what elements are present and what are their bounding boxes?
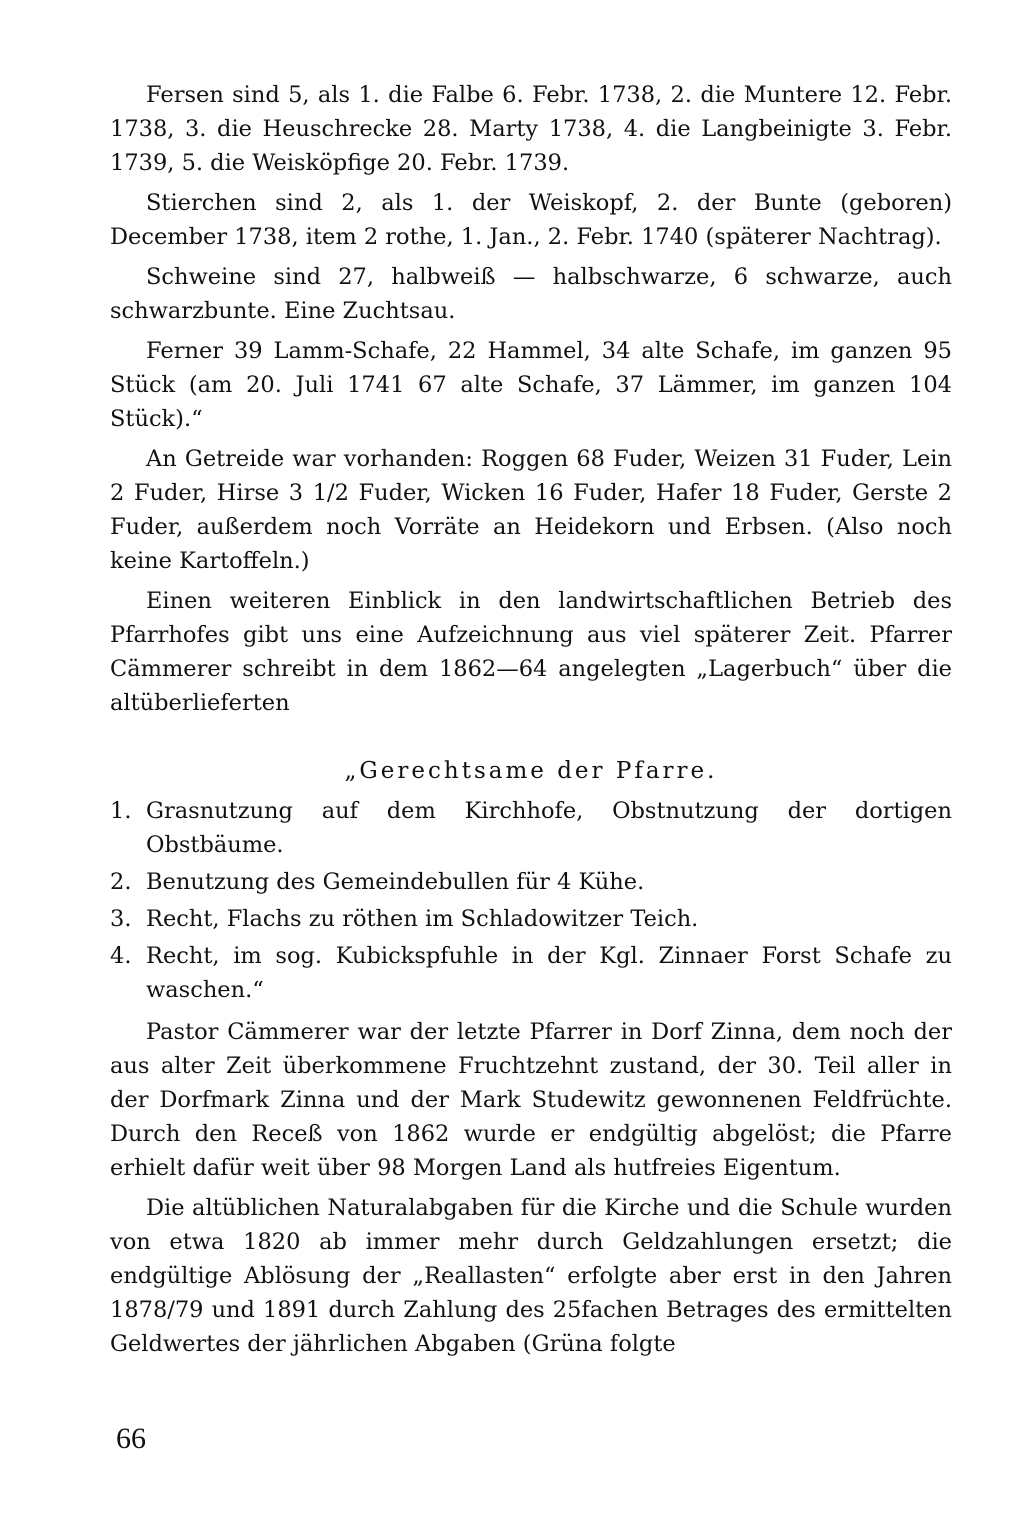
rights-list <box>110 794 952 1007</box>
paragraph-heifers: Fersen sind 5, als 1. die Falbe 6. Febr. 1738, 2. die Muntere 12. Febr. 1738, 3. die Heuschrecke 28. Marty 1738, 4. die Langbeinigte 3. Febr. 1739, 5. die Weisköpfige 20. Febr. 1739. <box>110 82 952 176</box>
list-text: Benutzung des Gemeindebullen für 4 Kühe. <box>146 869 645 895</box>
section-heading: „Gerechtsame der Pfarre. <box>344 758 718 784</box>
list-text: Grasnutzung auf dem Kirchhofe, Obstnutzung der dortigen Obstbäume. <box>146 798 952 858</box>
list-text: Recht, Flachs zu röthen im Schladowitzer Teich. <box>146 906 699 932</box>
paragraph-parsonage: Einen weiteren Einblick in den landwirtschaftlichen Betrieb des Pfarrhofes gibt uns eine Aufzeichnung aus viel späterer Zeit. Pfarrer Cämmerer schreibt in dem 1862—64 angelegten „Lagerbuch“ über die altüberlieferten <box>110 588 952 716</box>
list-text: Recht, im sog. Kubickspfuhle in der Kgl. Zinnaer Forst Schafe zu waschen.“ <box>146 943 952 1003</box>
list-item <box>110 902 952 936</box>
paragraph-bull-calves: Stierchen sind 2, als 1. der Weiskopf, 2. der Bunte (geboren) December 1738, item 2 rothe, 1. Jan., 2. Febr. 1740 (späterer Nachtrag). <box>110 190 952 250</box>
paragraph-pigs: Schweine sind 27, halbweiß — halbschwarze, 6 schwarze, auch schwarzbunte. Eine Zuchtsau. <box>110 264 952 324</box>
page-number: 66 <box>116 1422 146 1455</box>
page-body <box>110 78 952 1367</box>
list-item <box>110 939 952 1007</box>
list-number: 3. <box>110 906 132 932</box>
paragraph-tithe: Pastor Cämmerer war der letzte Pfarrer in Dorf Zinna, dem noch der aus alter Zeit überkommene Fruchtzehnt zustand, der 30. Teil aller in der Dorfmark Zinna und der Mark Studewitz gewonnenen Feldfrüchte. Durch den Receß von 1862 wurde er endgültig abgelöst; die Pfarre erhielt dafür weit über 98 Morgen Land als hutfreies Eigentum. <box>110 1019 952 1181</box>
list-number: 1. <box>110 798 132 824</box>
paragraph-grain: An Getreide war vorhanden: Roggen 68 Fuder, Weizen 31 Fuder, Lein 2 Fuder, Hirse 3 1/2 Fuder, Wicken 16 Fuder, Hafer 18 Fuder, Gerste 2 Fuder, außerdem noch Vorräte an Heidekorn und Erbsen. (Also noch keine Kartoffeln.) <box>110 446 952 574</box>
list-number: 4. <box>110 943 132 969</box>
list-item <box>110 794 952 862</box>
list-number: 2. <box>110 869 132 895</box>
paragraph-sheep: Ferner 39 Lamm-Schafe, 22 Hammel, 34 alte Schafe, im ganzen 95 Stück (am 20. Juli 1741 67 alte Schafe, 37 Lämmer, im ganzen 104 Stück).“ <box>110 338 952 432</box>
list-item <box>110 865 952 899</box>
paragraph-levies: Die altüblichen Naturalabgaben für die Kirche und die Schule wurden von etwa 1820 ab immer mehr durch Geldzahlungen ersetzt; die endgültige Ablösung der „Reallasten“ erfolgte aber erst in den Jahren 1878/79 und 1891 durch Zahlung des 25fachen Betrages des ermittelten Geldwertes der jährlichen Abgaben (Grüna folgte <box>110 1195 952 1357</box>
